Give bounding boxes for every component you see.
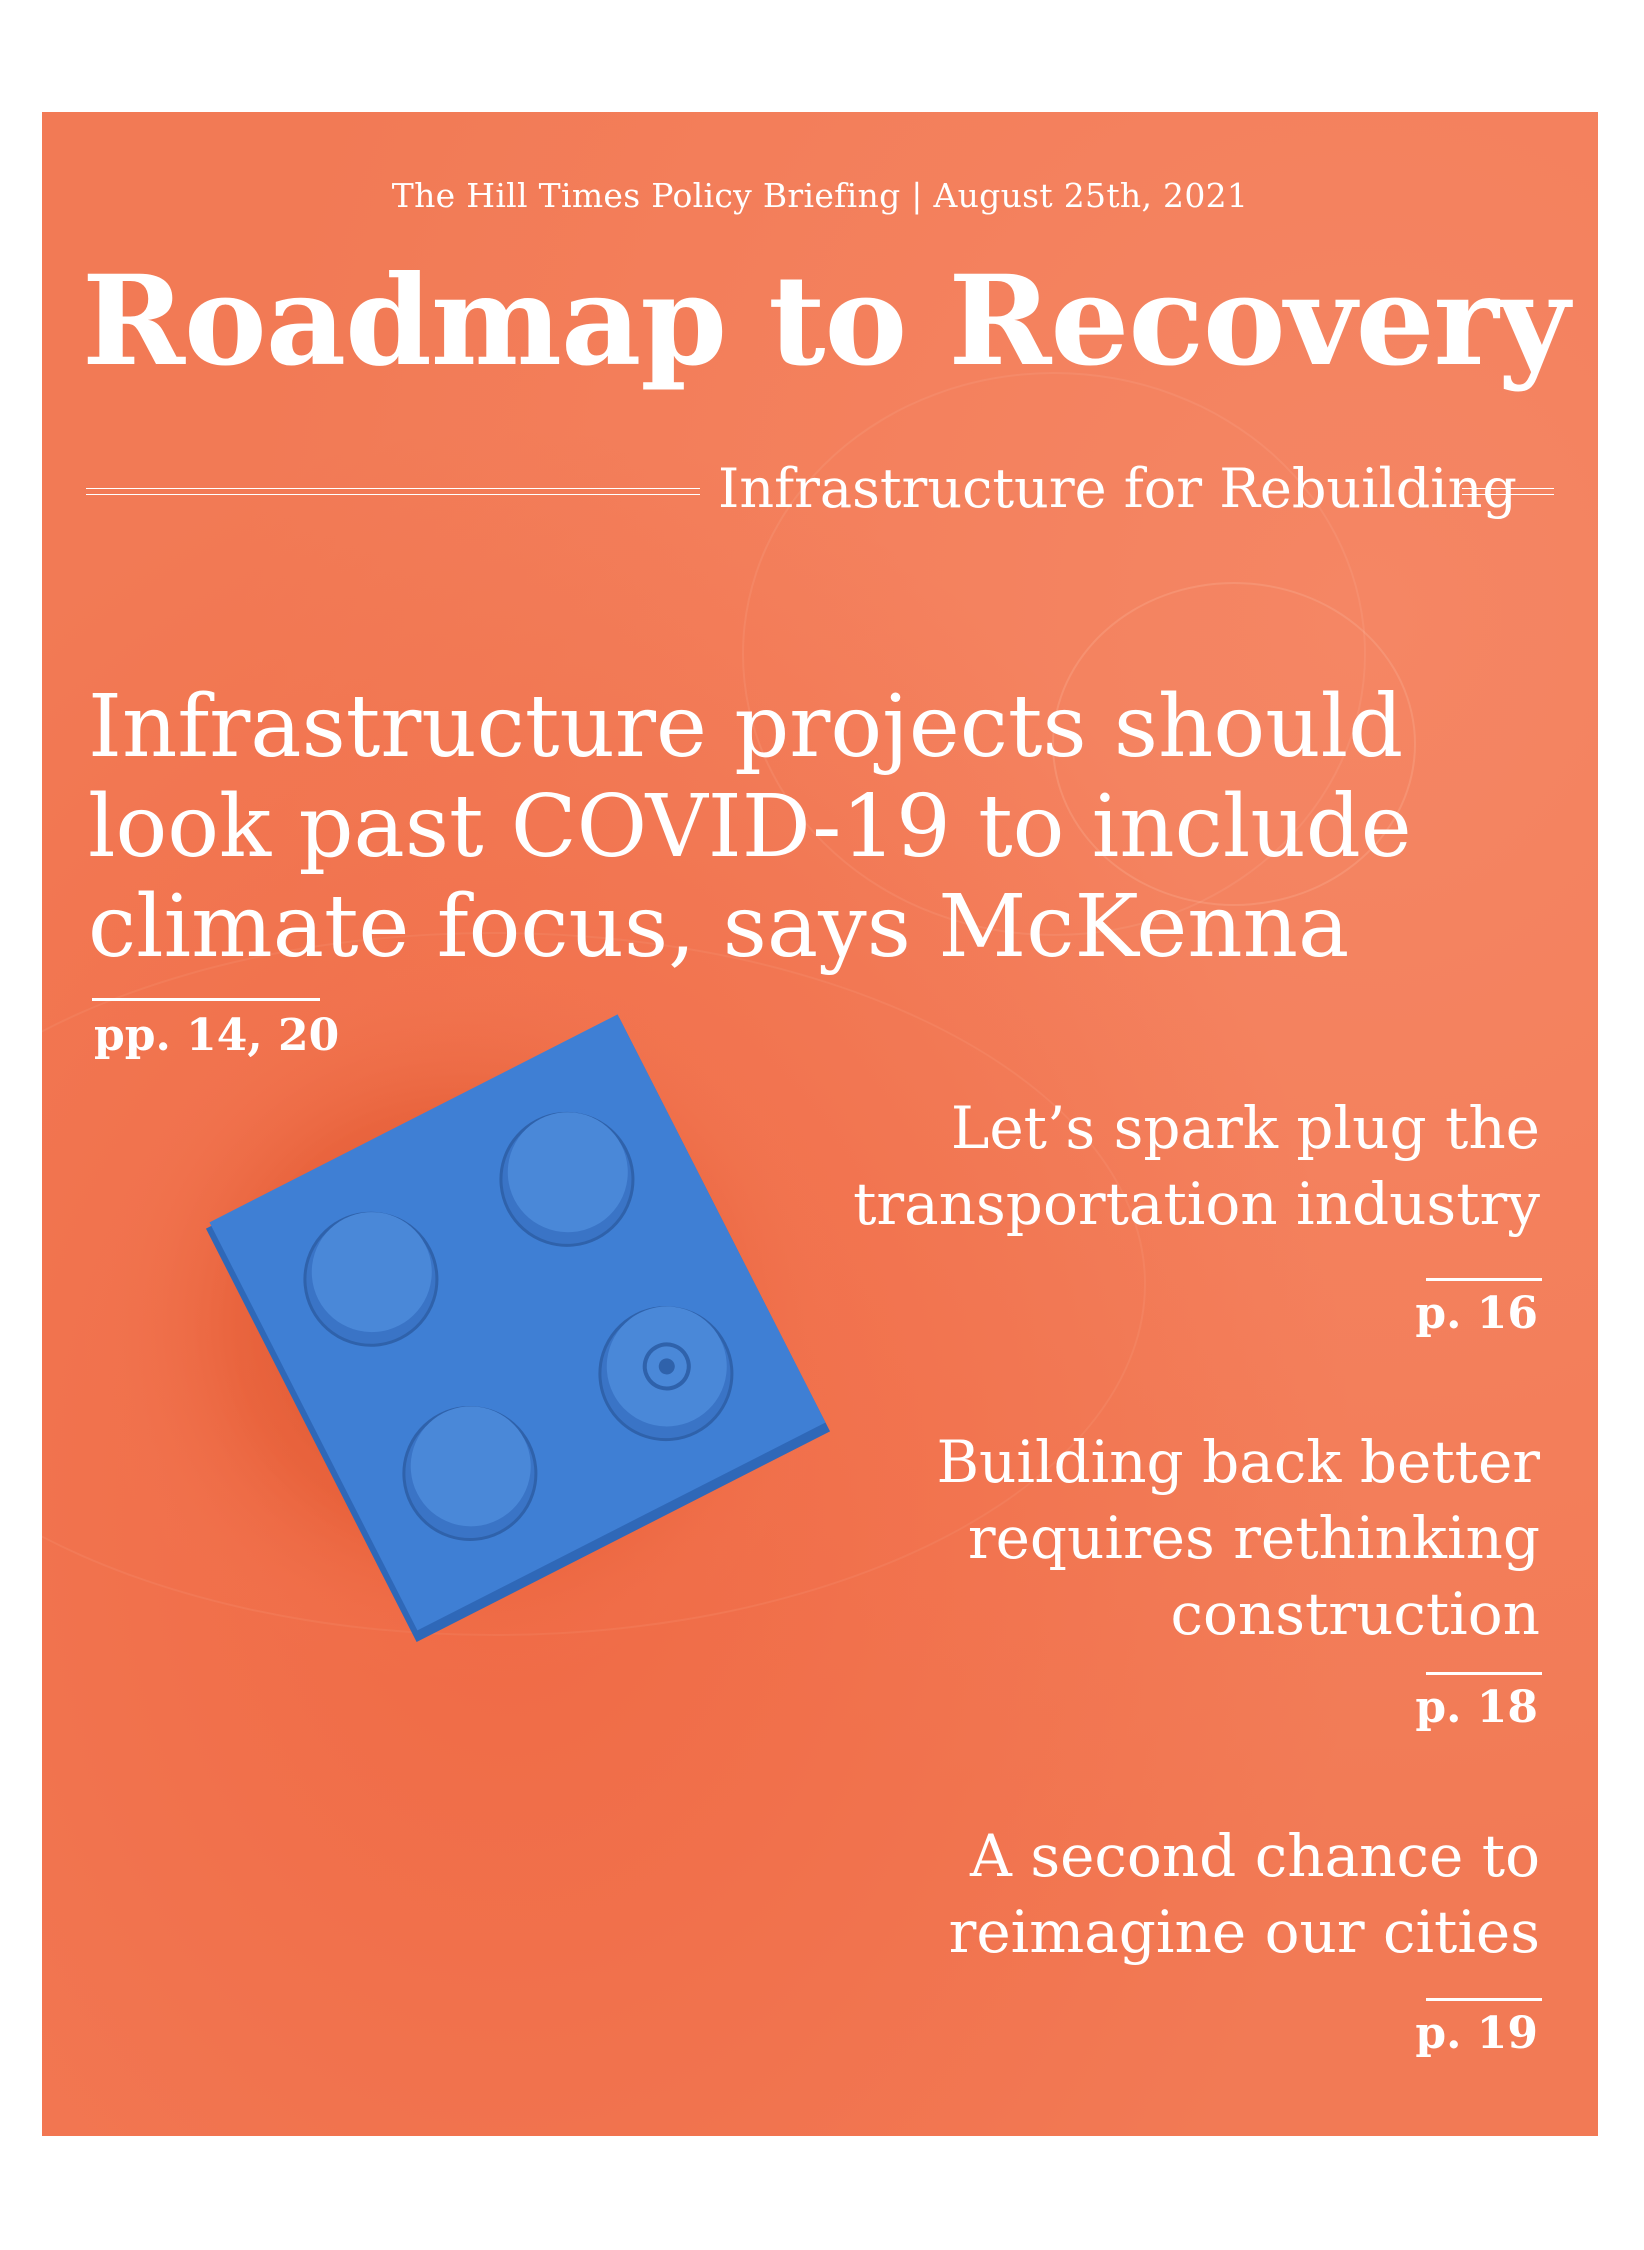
story-rule <box>1426 1672 1542 1675</box>
lead-page-ref[interactable]: pp. 14, 20 <box>94 1010 340 1061</box>
story-line: requires rethinking <box>967 1504 1540 1572</box>
lead-line: Infrastructure projects should <box>88 677 1404 777</box>
issue-kicker: The Hill Times Policy Briefing | August 25th, 2021 <box>391 176 1249 215</box>
lead-line: climate focus, says McKenna <box>88 877 1350 977</box>
magazine-cover <box>42 112 1598 2136</box>
lead-rule <box>92 998 320 1001</box>
cover-title[interactable]: Roadmap to Recovery <box>82 249 1569 394</box>
story-line: construction <box>1170 1580 1540 1648</box>
story-line: transportation industry <box>853 1170 1540 1238</box>
story-line: reimagine our cities <box>948 1898 1540 1966</box>
story-rule <box>1426 1998 1542 2001</box>
title-double-rule-right <box>1462 488 1554 495</box>
story-rule <box>1426 1278 1542 1281</box>
story-construction-headline[interactable] <box>936 1424 1540 1652</box>
story-page-ref[interactable]: p. 16 <box>1415 1288 1538 1339</box>
story-page-ref[interactable]: p. 19 <box>1415 2008 1538 2059</box>
lead-story-headline[interactable] <box>88 677 1412 977</box>
story-line: A second chance to <box>970 1822 1540 1890</box>
lead-line: look past COVID-19 to include <box>88 777 1412 877</box>
story-line: Building back better <box>936 1428 1540 1496</box>
story-page-ref[interactable]: p. 18 <box>1415 1682 1538 1733</box>
cover-subtitle: Infrastructure for Rebuilding <box>718 457 1517 520</box>
story-cities-headline[interactable] <box>949 1818 1540 1970</box>
story-line: Let’s spark plug the <box>950 1094 1540 1162</box>
title-double-rule-left <box>86 488 700 495</box>
story-transportation-headline[interactable] <box>853 1090 1540 1242</box>
